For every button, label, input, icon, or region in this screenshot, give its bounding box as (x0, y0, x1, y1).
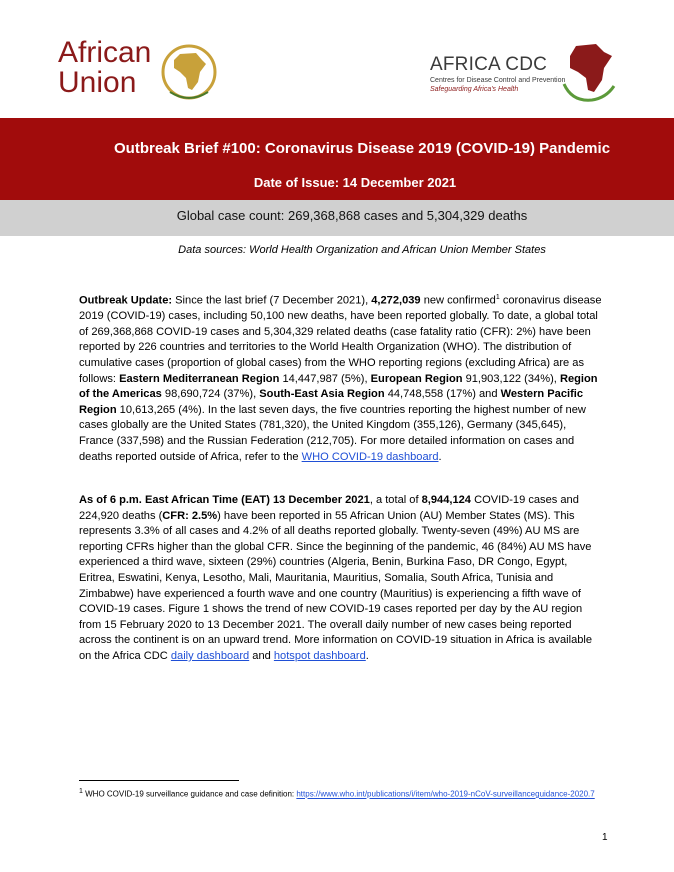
africa-map-icon (160, 42, 218, 102)
time-stamp: As of 6 p.m. East African Time (EAT) 13 December 2021 (79, 494, 370, 506)
region-name: Region of the Americas (79, 372, 598, 401)
au-logo-line1: African (58, 36, 152, 69)
text-run: , a total of (369, 494, 422, 506)
page-header (0, 0, 674, 118)
daily-dashboard-link[interactable]: daily dashboard (170, 649, 250, 662)
region-name: South-East Asia Region (259, 388, 385, 401)
text-run: 14,447,987 (5%), (279, 372, 371, 385)
new-cases-value: 4,272,039 (371, 294, 421, 307)
text-run: ) have been reported in 55 African Union (AU) Member States (MS). This represents 3.3% of all cases and 4.2% of all deaths reported globally. Twenty-seven (49%) AU MS are reporting CFRs higher than the global CFR. Since the beginning of the pandemic, 46 (84%) AU MS have experienced a third wave, sixteen (29%) countries (Algeria, Benin, Burkina Faso, DR Congo, Egypt, Eritrea, Eswatini, Kenya, Lesotho, Mali, Mauritania, Mauritius, Somalia, South Africa, Tunisia and Zimbabwe) have experienced a fourth wave and one country (Mauritius) is experiencing a fifth wave of COVID-19 cases. Figure 1 shows the trend of new COVID-19 cases reported per day by the AU region from 15 February 2020 to 13 December 2021. The overall daily number of new cases being reported across the continent is on an upward trend. More information on COVID-19 situation in Africa is available on the Africa CDC (79, 509, 593, 662)
region-name: European Region (370, 372, 463, 385)
footnote-divider (79, 780, 239, 781)
text-run: coronavirus disease 2019 (COVID-19) cases, including 50,100 new deaths, have been reported globally. To date, a global total of 269,368,868 COVID-19 cases and 5,304,329 related deaths (case fatality ratio (CFR): 2%) have been reported by 226 countries and territories to the World Health Organization (WHO). The distribution of cumulative cases (proportion of global cases) from the WHO reporting regions (excluding Africa) are as follows: (79, 294, 602, 385)
cdc-logo-title: AFRICA CDC (430, 54, 548, 75)
who-dashboard-link[interactable]: WHO COVID-19 dashboard (301, 450, 439, 463)
text-run: 91,903,122 (34%), (462, 372, 560, 385)
cdc-logo-tagline: Safeguarding Africa's Health (430, 86, 519, 93)
text-run: Since the last brief (7 December 2021), (172, 294, 372, 307)
text-run: new confirmed (420, 294, 496, 307)
data-sources: Data sources: World Health Organization and African Union Member States (178, 244, 546, 256)
outbreak-update-label: Outbreak Update: (79, 294, 173, 307)
region-name: Eastern Mediterranean Region (119, 372, 280, 385)
footnote-text: WHO COVID-19 surveillance guidance and case definition: (82, 789, 297, 799)
text-run: . (438, 450, 442, 463)
issue-date: Date of Issue: 14 December 2021 (253, 175, 457, 190)
region-name: Western Pacific Region (79, 388, 584, 416)
text-run: 98,690,724 (37%), (161, 388, 260, 401)
text-run: and (249, 649, 274, 662)
africa-cfr: CFR: 2.5% (162, 509, 218, 522)
page-number: 1 (602, 832, 608, 843)
outbreak-update-paragraph (79, 290, 603, 465)
global-count-bar (0, 200, 674, 236)
text-run: COVID-19 cases and 224,920 deaths ( (79, 494, 579, 522)
africa-total-cases: 8,944,124 (421, 494, 471, 506)
global-case-count: Global case count: 269,368,868 cases and 5,304,329 deaths (176, 208, 528, 223)
text-run: 10,613,265 (4%). In the last seven days, the five countries reporting the highest number of new cases globally are the United States (781,320), the United Kingdom (355,126), Germany (345,645), France (337,598) and the Russian Federation (212,705). For more detailed information on cases and deaths reported outside of Africa, refer to the (79, 403, 586, 463)
title-banner (0, 118, 674, 200)
text-run: 44,748,558 (17%) and (384, 388, 501, 401)
africa-situation-paragraph (79, 493, 603, 665)
african-union-logo (58, 38, 208, 108)
africa-map-icon (558, 40, 620, 106)
cdc-logo-subtitle: Centres for Disease Control and Prevention (430, 77, 566, 84)
footnote-ref[interactable]: 1 (495, 294, 500, 301)
au-logo-line2: Union (58, 66, 137, 99)
brief-title: Outbreak Brief #100: Coronavirus Disease 2019 (COVID-19) Pandemic (114, 140, 611, 157)
footnote (79, 786, 599, 801)
text-run: . (365, 649, 369, 662)
who-guidance-link[interactable]: https://www.who.int/publications/i/item/who-2019-nCoV-surveillanceguidance-2020.7 (296, 789, 595, 799)
hotspot-dashboard-link[interactable]: hotspot dashboard (273, 649, 366, 662)
africa-cdc-logo (430, 40, 630, 110)
footnote-marker: 1 (79, 788, 83, 795)
